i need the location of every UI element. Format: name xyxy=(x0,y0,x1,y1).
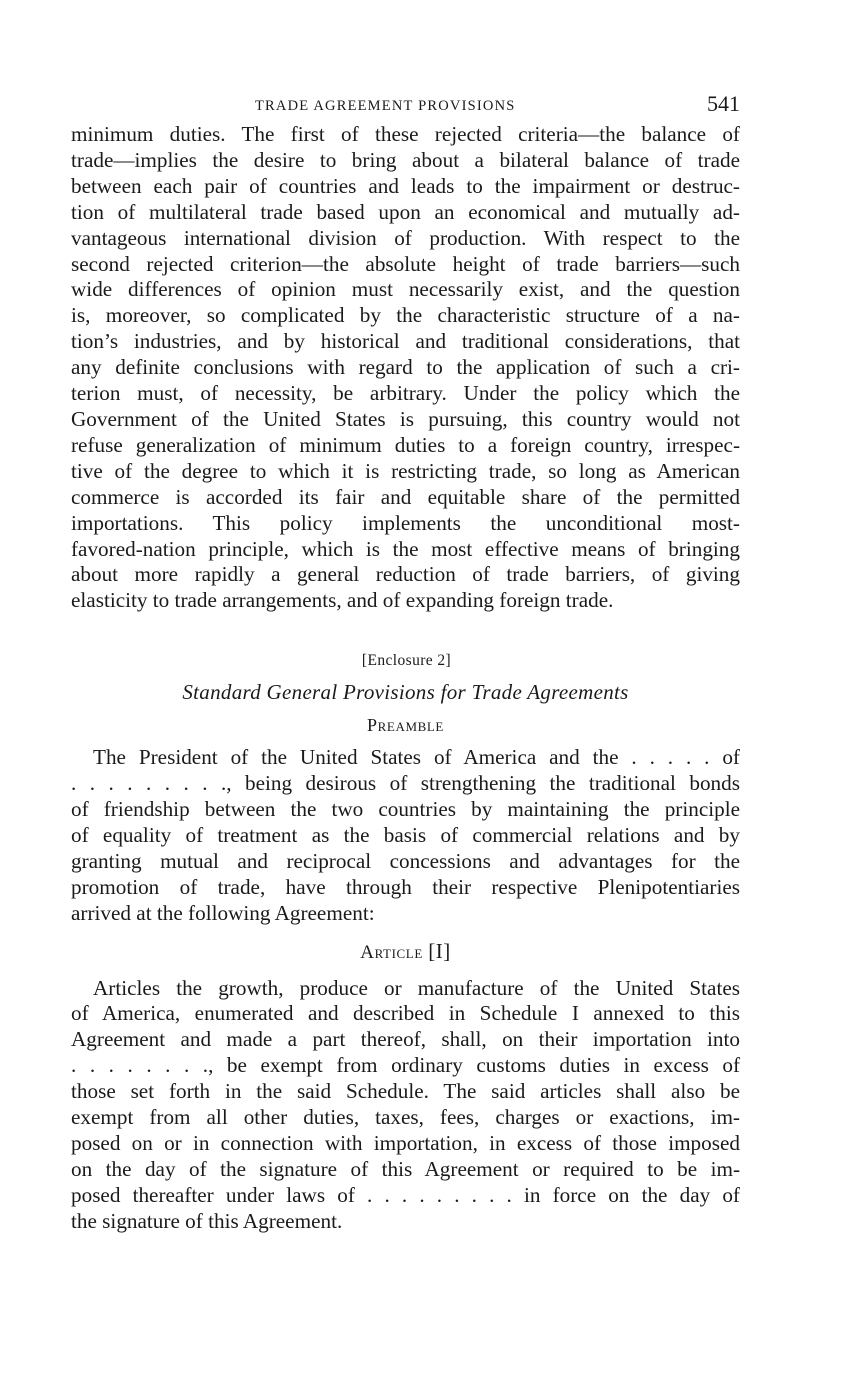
text-line: granting mutual and reciprocal concessions and advantages for the xyxy=(71,848,740,873)
text-line: between each pair of countries and leads to the impairment or destruc- xyxy=(71,173,740,198)
text-line: second rejected criterion—the absolute height of trade barriers—such xyxy=(71,251,740,276)
text-line: minimum duties. The first of these rejected criteria—the balance of xyxy=(71,122,740,146)
text-line: The President of the United States of America and the . . . . . of xyxy=(93,745,740,770)
text-line: tive of the degree to which it is restricting trade, so long as American xyxy=(71,458,740,483)
article-number: [I] xyxy=(428,938,451,963)
text-line: favored-nation principle, which is the most effective means of bringing xyxy=(71,536,740,561)
text-line: of equality of treatment as the basis of commercial relations and by xyxy=(71,822,740,847)
text-line: refuse generalization of minimum duties to a foreign country, irrespec- xyxy=(71,432,740,457)
text-line: tion’s industries, and by historical and traditional considerations, that xyxy=(71,329,740,354)
text-line: exempt from all other duties, taxes, fees, charges or exactions, im- xyxy=(71,1105,740,1130)
running-header xyxy=(71,88,740,122)
text-line: posed on or in connection with importation, in excess of those imposed xyxy=(71,1131,740,1155)
enclosure-label: [Enclosure 2] xyxy=(361,652,452,670)
text-line: elasticity to trade arrangements, and of expanding foreign trade. xyxy=(71,588,614,613)
text-line: promotion of trade, have through their respective Plenipotentiaries xyxy=(71,874,740,899)
text-line: wide differences of opinion must necessarily exist, and the question xyxy=(71,277,740,302)
text-line: those set forth in the said Schedule. The said articles shall also be xyxy=(71,1079,740,1104)
text-line: arrived at the following Agreement: xyxy=(71,900,375,925)
page-number: 541 xyxy=(707,91,740,116)
text-line: vantageous international division of production. With respect to the xyxy=(71,225,740,250)
text-line: Articles the growth, produce or manufacture of the United States xyxy=(93,975,740,1000)
document-title: Standard General Provisions for Trade Agreements xyxy=(182,680,629,705)
preamble-paragraph xyxy=(71,745,740,926)
text-line: of America, enumerated and described in Schedule I annexed to this xyxy=(71,1001,740,1026)
text-line: tion of multilateral trade based upon an economical and mutually ad- xyxy=(71,199,740,224)
article-heading xyxy=(71,939,740,964)
text-line: about more rapidly a general reduction of trade barriers, of giving xyxy=(71,562,740,587)
text-line: any definite conclusions with regard to the application of such a cri- xyxy=(71,355,740,380)
text-line: Agreement and made a part thereof, shall, on their importation into xyxy=(71,1027,740,1052)
running-title: TRADE AGREEMENT PROVISIONS xyxy=(255,98,516,114)
document-page xyxy=(71,88,740,1235)
text-line: trade—implies the desire to bring about a bilateral balance of trade xyxy=(71,147,740,172)
text-line: Government of the United States is pursuing, this country would not xyxy=(71,406,740,431)
body-paragraph-continued xyxy=(71,122,740,614)
section-spacer xyxy=(71,614,740,652)
text-line: . . . . . . . . ., being desirous of strengthening the traditional bonds xyxy=(71,771,740,796)
text-line: is, moreover, so complicated by the characteristic structure of a na- xyxy=(71,303,740,328)
article-paragraph xyxy=(71,976,740,1235)
text-line: . . . . . . . ., be exempt from ordinary customs duties in excess of xyxy=(71,1053,740,1078)
text-line: commerce is accorded its fair and equitable share of the permitted xyxy=(71,484,740,509)
text-line: on the day of the signature of this Agreement or required to be im- xyxy=(71,1156,740,1181)
text-line: terion must, of necessity, be arbitrary. Under the policy which the xyxy=(71,381,740,406)
text-line: of friendship between the two countries by maintaining the principle xyxy=(71,797,740,822)
text-line: importations. This policy implements the unconditional most- xyxy=(71,510,740,535)
text-line: posed thereafter under laws of . . . . . . . . . in force on the day of xyxy=(71,1182,740,1207)
preamble-heading: Preamble xyxy=(367,715,444,736)
article-heading-label: Article xyxy=(360,941,423,963)
text-line: the signature of this Agreement. xyxy=(71,1208,343,1233)
